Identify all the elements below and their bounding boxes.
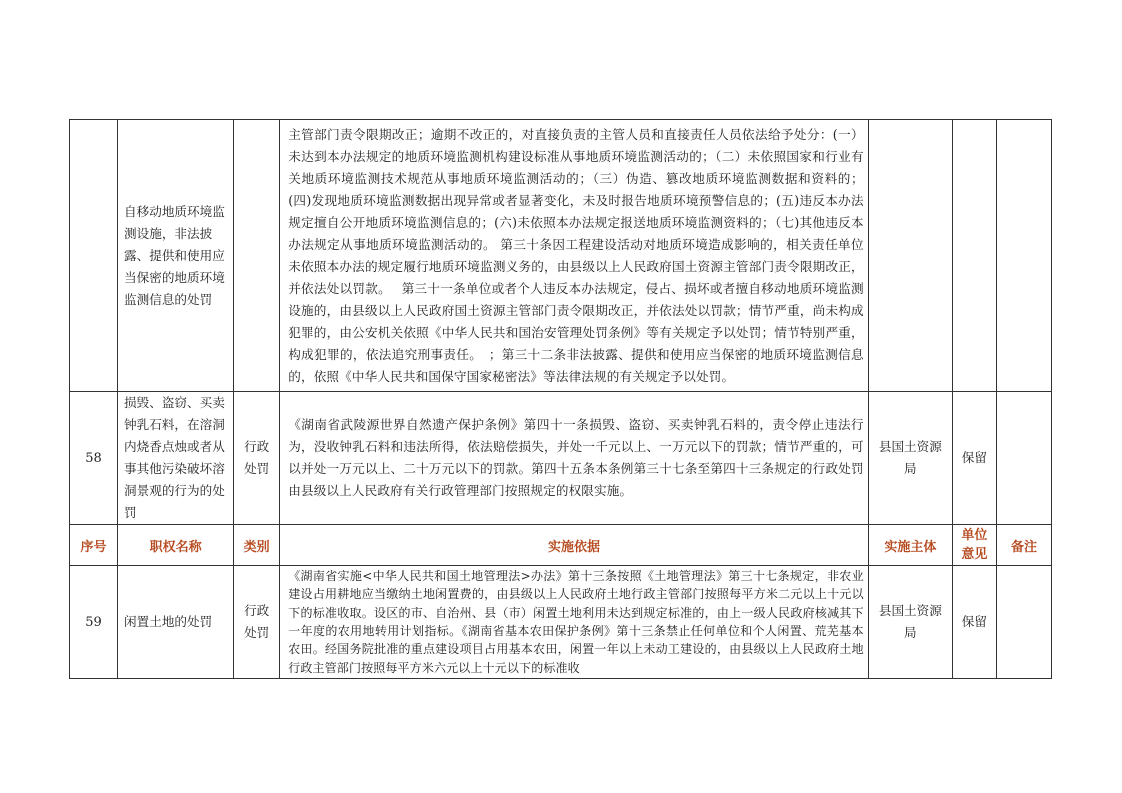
cell-note: [996, 392, 1051, 525]
table-row-59: [70, 566, 1052, 679]
cell-subject: 县国土资源局: [868, 566, 952, 679]
cell-authority-name: 闲置土地的处罚: [118, 566, 234, 679]
cell-type: [234, 120, 280, 392]
cell-opinion: [952, 120, 996, 392]
cell-type: 行政处罚: [234, 392, 280, 525]
cell-no: [70, 120, 118, 392]
header-note: 备注: [996, 525, 1051, 566]
cell-opinion: 保留: [952, 392, 996, 525]
cell-basis: 《湖南省武陵源世界自然遗产保护条例》第四十一条损毁、盗窃、买卖钟乳石料的，责令停止违法行为，没收钟乳石料和违法所得，依法赔偿损失，并处一千元以上、一万元以下的罚款；情节严重的，可以并处一万元以上、二十万元以下的罚款。第四十五条本条例第三十七条至第四十三条规定的行政处罚由县级以上人民政府有关行政管理部门按照规定的权限实施。: [280, 392, 869, 525]
header-type: 类别: [234, 525, 280, 566]
cell-no: 59: [70, 566, 118, 679]
cell-note: [996, 120, 1051, 392]
cell-type: 行政处罚: [234, 566, 280, 679]
table-row-58: [70, 392, 1052, 525]
header-subject: 实施主体: [868, 525, 952, 566]
header-name: 职权名称: [118, 525, 234, 566]
cell-authority-name: 自移动地质环境监测设施，非法披露、提供和使用应当保密的地质环境监测信息的处罚: [118, 120, 234, 392]
authority-table: [69, 119, 1052, 679]
header-opinion: 单位意见: [952, 525, 996, 566]
cell-basis: 《湖南省实施<中华人民共和国土地管理法>办法》第十三条按照《土地管理法》第三十七条规定，非农业建设占用耕地应当缴纳土地闲置费的，由县级以上人民政府土地行政主管部门按照每平方米二元以上十元以下的标准收取。设区的市、自治州、县（市）闲置土地利用未达到规定标准的，由上一级人民政府核减其下一年度的农用地转用计划指标。《湖南省基本农田保护条例》第十三条禁止任何单位和个人闲置、荒芜基本农田。经国务院批准的重点建设项目占用基本农田，闲置一年以上未动工建设的，由县级以上人民政府土地行政主管部门按照每平方米六元以上十元以下的标准收: [280, 566, 869, 679]
cell-subject: [868, 120, 952, 392]
cell-no: 58: [70, 392, 118, 525]
table-header-row: [70, 525, 1052, 566]
cell-subject: 县国土资源局: [868, 392, 952, 525]
cell-authority-name: 损毁、盗窃、买卖钟乳石料，在溶洞内烧香点烛或者从事其他污染破坏溶洞景观的行为的处罚: [118, 392, 234, 525]
table-row-continued: [70, 120, 1052, 392]
cell-opinion: 保留: [952, 566, 996, 679]
header-no: 序号: [70, 525, 118, 566]
cell-basis: 主管部门责令限期改正；逾期不改正的，对直接负责的主管人员和直接责任人员依法给予处分：(一）未达到本办法规定的地质环境监测机构建设标准从事地质环境监测活动的；（二）未依照国家和行业有关地质环境监测技术规范从事地质环境监测活动的；（三）伪造、篡改地质环境监测数据和资料的；(四)发现地质环境监测数据出现异常或者显著变化，未及时报告地质环境预警信息的；(五)违反本办法规定擅自公开地质环境监测信息的；(六)未依照本办法规定报送地质环境监测资料的；（七)其他违反本办法规定从事地质环境监测活动的。 第三十条因工程建设活动对地质环境造成影响的，相关责任单位未依照本办法的规定履行地质环境监测义务的，由县级以上人民政府国土资源主管部门责令限期改正，并依法处以罚款。 第三十一条单位或者个人违反本办法规定，侵占、损坏或者擅自移动地质环境监测设施的，由县级以上人民政府国土资源主管部门责令限期改正，并依法处以罚款；情节严重，尚未构成犯罪的，由公安机关依照《中华人民共和国治安管理处罚条例》等有关规定予以处罚；情节特别严重，构成犯罪的，依法追究刑事责任。 ；第三十二条非法披露、提供和使用应当保密的地质环境监测信息的，依照《中华人民共和国保守国家秘密法》等法律法规的有关规定予以处罚。: [280, 120, 869, 392]
header-basis: 实施依据: [280, 525, 869, 566]
cell-note: [996, 566, 1051, 679]
